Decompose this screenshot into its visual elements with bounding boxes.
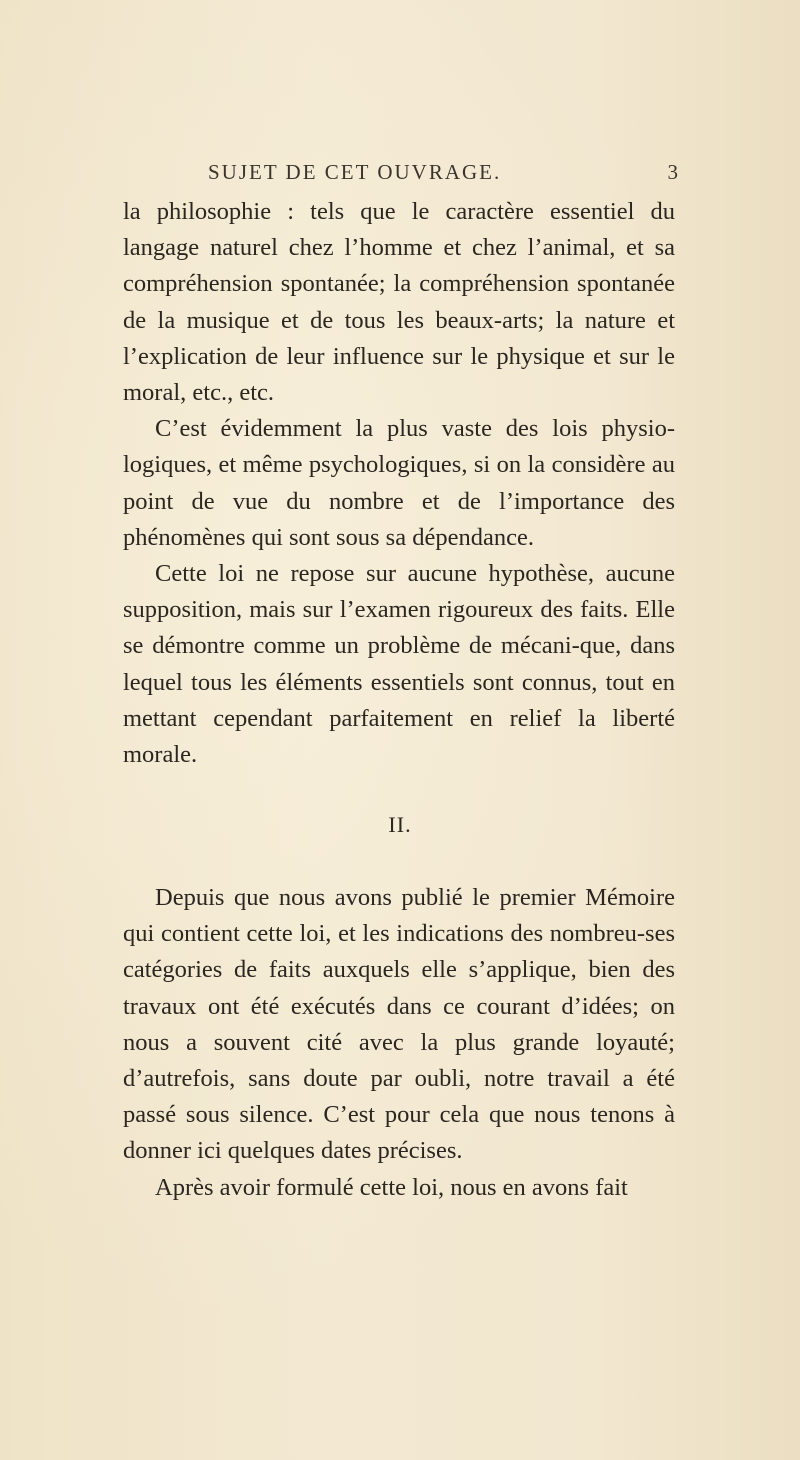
paragraph: Cette loi ne repose sur aucune hypothèse, aucune supposition, mais sur l’examen rigoureux des faits. Elle se démontre comme un problème de mécani-que, dans lequel tous les éléments essentiels sont connus, tout en mettant cependant parfaitement en relief la liberté morale.	[123, 560, 675, 769]
paragraph: Après avoir formulé cette loi, nous en avons fait	[155, 1173, 628, 1201]
section-one-text	[123, 194, 675, 773]
section-two-text	[123, 880, 675, 1206]
section-numeral: II.	[388, 812, 412, 837]
running-header	[208, 160, 678, 190]
paragraph: la philosophie : tels que le caractère essentiel du langage naturel chez l’homme et chez l’animal, et sa compréhension spontanée; la compréhension spontanée de la musique et de tous les beaux-arts; la nature et l’explication de leur influence sur le physique et sur le moral, etc., etc.	[123, 198, 675, 407]
section-heading	[0, 812, 800, 838]
paragraph: Depuis que nous avons publié le premier Mémoire qui contient cette loi, et les indications des nombreu-ses catégories de faits auxquels elle s’applique, bien des travaux ont été exécutés dans ce courant d’idées; on nous a souvent cité avec la plus grande loyauté; d’autrefois, sans doute par oubli, notre travail a été passé sous silence. C’est pour cela que nous tenons à donner ici quelques dates précises.	[123, 884, 675, 1165]
running-title: SUJET DE CET OUVRAGE.	[208, 160, 502, 184]
page-number: 3	[667, 160, 678, 184]
paragraph: C’est évidemment la plus vaste des lois physio-logiques, et même psychologiques, si on la considère au point de vue du nombre et de l’importance des phénomènes qui sont sous sa dépendance.	[123, 415, 675, 551]
